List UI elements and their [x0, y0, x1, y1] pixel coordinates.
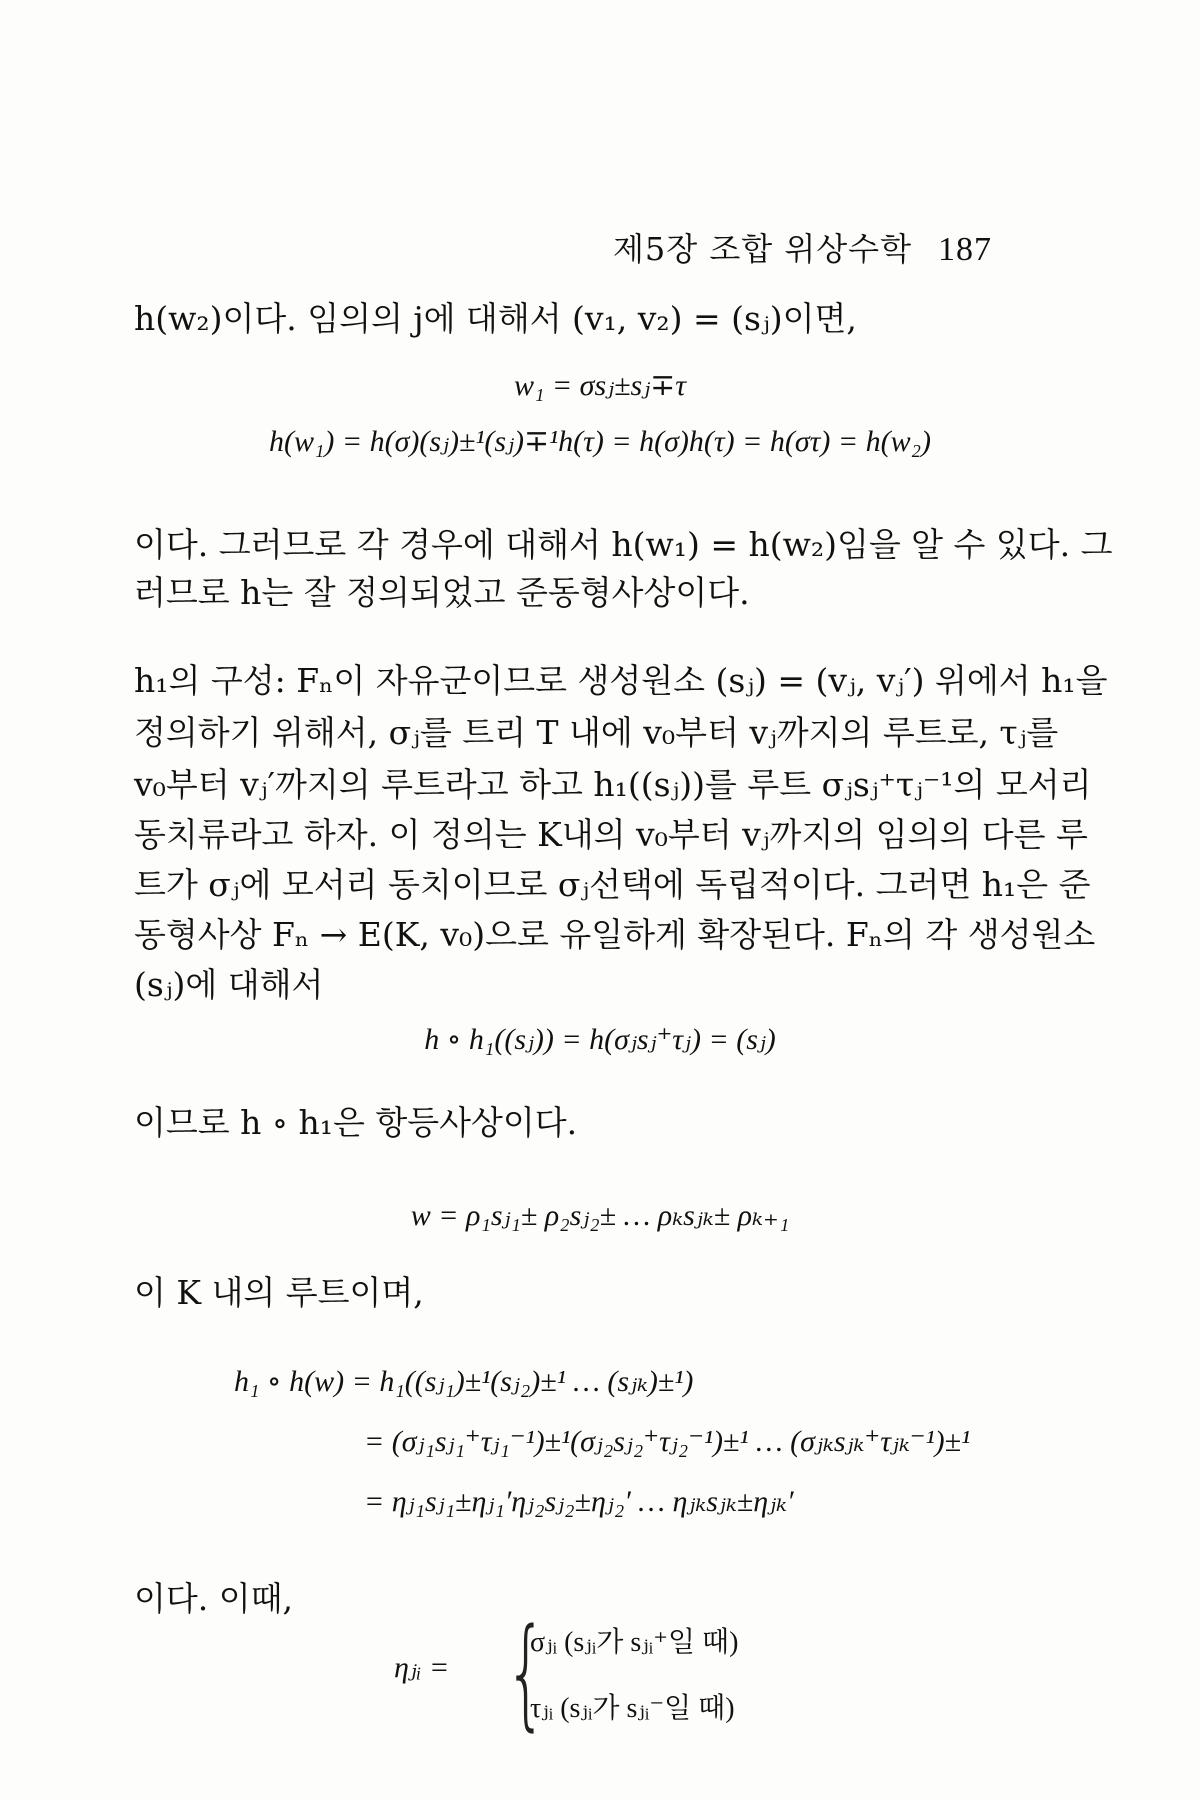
paragraph-line: 정의하기 위해서, σⱼ를 트리 T 내에 v₀부터 vⱼ까지의 루트로, τⱼ를	[134, 713, 1059, 752]
page-number: 187	[938, 231, 992, 268]
equation-eta-lhs: ηⱼᵢ =	[394, 1651, 450, 1684]
case-tau: τⱼᵢ (sⱼᵢ가 sⱼᵢ⁻일 때)	[530, 1693, 735, 1724]
equation-line-2: = (σⱼ₁sⱼ₁⁺τⱼ₁⁻¹)±¹(σⱼ₂sⱼ₂⁺τⱼ₂⁻¹)±¹ … (σⱼₖsⱼₖ⁺τⱼₖ⁻¹)±¹	[364, 1425, 971, 1458]
paragraph-line: 이므로 h ∘ h₁은 항등사상이다.	[134, 1103, 578, 1142]
case-sigma: σⱼᵢ (sⱼᵢ가 sⱼᵢ⁺일 때)	[530, 1627, 739, 1658]
equation-h-w1: h(w₁) = h(σ)(sⱼ)±¹(sⱼ)∓¹h(τ) = h(σ)h(τ) = h(στ) = h(w₂)	[268, 425, 932, 458]
paragraph-line: 러므로 h는 잘 정의되었고 준동형사상이다.	[134, 573, 750, 612]
left-brace-icon: {	[505, 1604, 548, 1743]
paragraph-line: 트가 σⱼ에 모서리 동치이므로 σⱼ선택에 독립적이다. 그러면 h₁은 준	[134, 865, 1091, 904]
paragraph-line: 이다. 이때,	[134, 1579, 293, 1618]
paragraph-line: 이다. 그러므로 각 경우에 대해서 h(w₁) = h(w₂)임을 알 수 있다. 그	[134, 525, 1113, 564]
paragraph-line: h₁의 구성: Fₙ이 자유군이므로 생성원소 (sⱼ) = (vⱼ, vⱼ′) 위에서 h₁을	[134, 661, 1108, 700]
paragraph-line: 이 K 내의 루트이며,	[134, 1273, 424, 1312]
running-header	[613, 224, 992, 270]
equation-h1-h-w: h₁ ∘ h(w) = h₁((sⱼ₁)±¹(sⱼ₂)±¹ … (sⱼₖ)±¹)	[234, 1365, 694, 1398]
paragraph-line: (sⱼ)에 대해서	[134, 965, 324, 1004]
equation-w: w = ρ₁sⱼ₁± ρ₂sⱼ₂± … ρₖsⱼₖ± ρₖ₊₁	[410, 1199, 790, 1232]
equation-h-h1: h ∘ h₁((sⱼ)) = h(σⱼsⱼ⁺τⱼ) = (sⱼ)	[424, 1023, 776, 1056]
paragraph-line: h(w₂)이다. 임의의 j에 대해서 (v₁, v₂) = (sⱼ)이면,	[134, 299, 857, 338]
equation-line-3: = ηⱼ₁sⱼ₁±ηⱼ₁′ηⱼ₂sⱼ₂±ηⱼ₂′ … ηⱼₖsⱼₖ±ηⱼₖ′	[364, 1485, 794, 1518]
paragraph-line: 동치류라고 하자. 이 정의는 K내의 v₀부터 vⱼ까지의 임의의 다른 루	[134, 815, 1088, 854]
chapter-title: 제5장 조합 위상수학	[613, 230, 912, 268]
paragraph-line: 동형사상 Fₙ → E(K, v₀)으로 유일하게 확장된다. Fₙ의 각 생성원소	[134, 915, 1096, 954]
equation-w1: w₁ = σsⱼ±sⱼ∓τ	[513, 369, 687, 402]
paragraph-line: v₀부터 vⱼ′까지의 루트라고 하고 h₁((sⱼ))를 루트 σⱼsⱼ⁺τⱼ⁻¹의 모서리	[134, 765, 1092, 804]
